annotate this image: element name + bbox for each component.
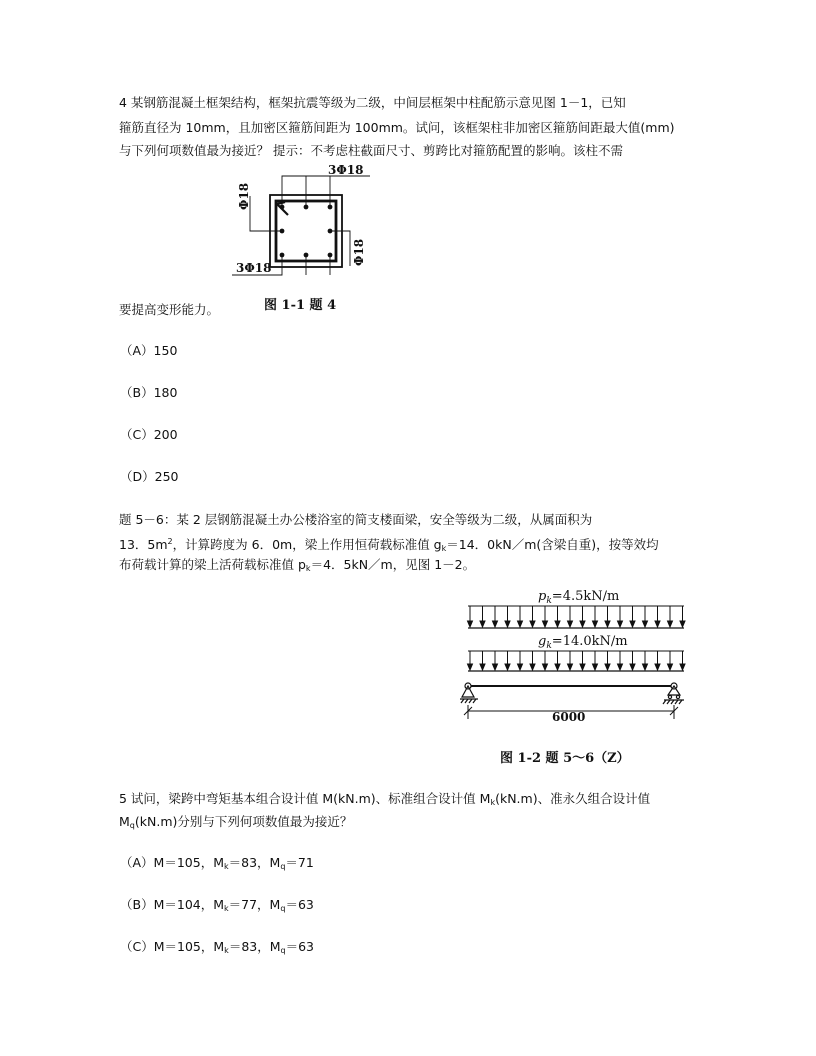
load-arrow-head — [618, 621, 623, 627]
load-arrow-head — [655, 621, 660, 627]
load-arrow-head — [505, 621, 510, 627]
load-arrow-head — [505, 664, 510, 670]
load-arrow-head — [493, 621, 498, 627]
load-arrow-head — [555, 621, 560, 627]
label-top-bars: 3Φ18 — [328, 163, 364, 177]
load-arrow-head — [468, 664, 473, 670]
load-arrow-head — [680, 664, 685, 670]
q56-text-line-2: 13．$5m^2$，计算跨度为 6．0m，梁上作用恒荷载标准值 $g_k=14$．0kN／m(含梁自重)，按等效均 — [119, 537, 659, 553]
load-arrow-head — [543, 621, 548, 627]
load-arrow-head — [468, 621, 473, 627]
load-arrow-head — [655, 664, 660, 670]
load-arrow-head — [530, 664, 535, 670]
span-length-label: 6000 — [552, 710, 586, 724]
figure-1-2-caption: 图 1-2 题 5～6（Z） — [500, 751, 630, 766]
q4-text-line-2: 箍筋直径为 10mm，且加密区箍筋间距为 100mm。试问，该框架柱非加密区箍筋间距最大值(mm) — [119, 120, 675, 135]
load-arrow-head — [580, 621, 585, 627]
q4-option-b: （B）180 — [120, 385, 178, 400]
load-p-label: $p_k=4.5kN/m$ — [538, 589, 620, 606]
load-arrow-head — [668, 621, 673, 627]
figure-1-1-caption: 图 1-1 题 4 — [264, 298, 337, 313]
rebar-dots — [280, 205, 333, 258]
load-arrow-head — [480, 664, 485, 670]
label-right-bar: Φ18 — [352, 238, 366, 266]
q5-text-line-2: $M_q(kN.m)$分别与下列何项数值最为接近？ — [119, 814, 353, 830]
q5-option-b: （B）M＝104，$M_k=77$，$M_q=63$ — [120, 897, 314, 913]
load-arrow-head — [643, 621, 648, 627]
load-arrow-head — [480, 621, 485, 627]
load-arrow-head — [605, 621, 610, 627]
load-arrow-head — [680, 621, 685, 627]
q4-option-c: （C）200 — [120, 427, 178, 442]
load-arrow-head — [568, 621, 573, 627]
load-arrow-head — [593, 664, 598, 670]
load-arrow-head — [630, 664, 635, 670]
q4-option-a: （A）150 — [120, 343, 178, 358]
q56-text-line-1: 题 5－6：某 2 层钢筋混凝土办公楼浴室的简支楼面梁，安全等级为二级，从属面积为 — [119, 512, 593, 527]
load-arrow-head — [555, 664, 560, 670]
load-arrow-head — [618, 664, 623, 670]
figure-1-1-column-section — [232, 158, 372, 316]
load-arrow-head — [518, 621, 523, 627]
load-g-label: $g_k=14.0kN/m$ — [538, 634, 628, 651]
q56-text-line-3: 布荷载计算的梁上活荷载标准值 $p_k=4$．5kN／m，见图 1－2。 — [119, 557, 476, 573]
load-arrow-head — [630, 621, 635, 627]
dead-load-arrows — [468, 651, 686, 671]
q4-text-line-1: 4 某钢筋混凝土框架结构，框架抗震等级为二级，中间层框架中柱配筋示意见图 1－1，已知 — [119, 95, 626, 110]
load-arrow-head — [580, 664, 585, 670]
q4-text-line-3: 与下列何项数值最为接近？ 提示：不考虑柱截面尺寸、剪跨比对箍筋配置的影响。该柱不需 — [119, 143, 623, 158]
label-bottom-bars: 3Φ18 — [236, 261, 272, 275]
q5-option-a: （A）M＝105，$M_k=83$，$M_q=71$ — [120, 855, 314, 871]
stirrup — [276, 201, 336, 261]
load-arrow-head — [593, 621, 598, 627]
load-arrow-head — [530, 621, 535, 627]
load-arrow-head — [543, 664, 548, 670]
q4-option-d: （D）250 — [120, 469, 179, 484]
q5-option-c: （C）M＝105，$M_k=83$，$M_q=63$ — [120, 939, 314, 955]
label-left-bar: Φ18 — [237, 182, 251, 210]
q4-text-line-4: 要提高变形能力。 — [119, 302, 220, 317]
load-arrow-head — [605, 664, 610, 670]
load-arrow-head — [643, 664, 648, 670]
q5-text-line-1: 5 试问，梁跨中弯矩基本组合设计值 M(kN.m)、标准组合设计值 $M_k(kN.m)$、准永久组合设计值 — [119, 791, 651, 807]
load-arrow-head — [518, 664, 523, 670]
figure-1-2-beam-load — [460, 585, 692, 770]
load-arrow-head — [668, 664, 673, 670]
load-arrow-head — [568, 664, 573, 670]
live-load-arrows — [468, 606, 686, 628]
load-arrow-head — [493, 664, 498, 670]
